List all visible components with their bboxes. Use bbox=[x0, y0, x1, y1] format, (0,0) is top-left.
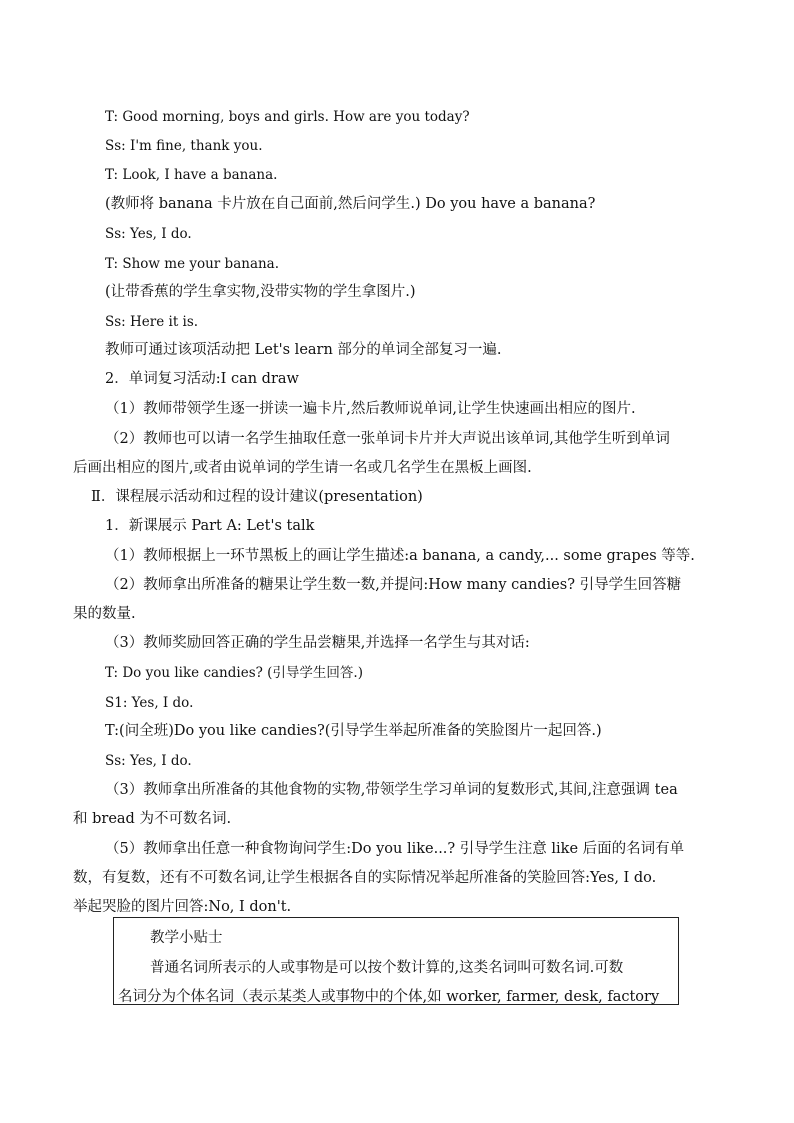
paragraph-describe: （1）教师根据上一环节黑板上的画让学生描述:a banana, a candy,... some grapes 等等. bbox=[105, 548, 695, 564]
paragraph-step-2-line2: 后画出相应的图片,或者由说单词的学生请一名或几名学生在黑板上画图. bbox=[73, 460, 532, 476]
tip-line-1: 普通名词所表示的人或事物是可以按个数计算的,这类名词叫可数名词.可数 bbox=[150, 960, 624, 976]
paragraph-step-1: （1）教师带领学生逐一拼读一遍卡片,然后教师说单词,让学生快速画出相应的图片. bbox=[105, 401, 636, 417]
paragraph-candies-line2: 果的数量. bbox=[73, 606, 136, 622]
section-heading-presentation: Ⅱ．课程展示活动和过程的设计建议(presentation) bbox=[91, 489, 423, 505]
dialog-line-banana: T: Look, I have a banana. bbox=[105, 167, 278, 183]
paragraph-ask-line3: 举起哭脸的图片回答:No, I don't. bbox=[73, 899, 292, 915]
dialog-line-yes: Ss: Yes, I do. bbox=[105, 226, 192, 242]
teaching-tip-box bbox=[113, 917, 679, 1005]
paragraph-candies-line1: （2）教师拿出所准备的糖果让学生数一数,并提问:How many candies? 引导学生回答糖 bbox=[105, 577, 682, 593]
dialog-line-reply: Ss: I'm fine, thank you. bbox=[105, 138, 263, 154]
tip-line-2: 名词分为个体名词（表示某类人或事物中的个体,如 worker, farmer, desk, factory bbox=[118, 989, 660, 1005]
dialog-line-s1: S1: Yes, I do. bbox=[105, 695, 194, 711]
instruction-line-real-objects: (让带香蕉的学生拿实物,没带实物的学生拿图片.) bbox=[105, 284, 416, 300]
section-heading-new-lesson: 1．新课展示 Part A: Let's talk bbox=[105, 518, 315, 534]
paragraph-plural-line2: 和 bread 为不可数名词. bbox=[73, 811, 232, 827]
dialog-line-here: Ss: Here it is. bbox=[105, 314, 199, 330]
dialog-line-ss-yes: Ss: Yes, I do. bbox=[105, 753, 192, 769]
paragraph-reward: （3）教师奖励回答正确的学生品尝糖果,并选择一名学生与其对话: bbox=[105, 635, 530, 651]
dialog-line-show: T: Show me your banana. bbox=[105, 256, 280, 272]
paragraph-step-2-line1: （2）教师也可以请一名学生抽取任意一张单词卡片并大声说出该单词,其他学生听到单词 bbox=[105, 431, 670, 447]
paragraph-review: 教师可通过该项活动把 Let's learn 部分的单词全部复习一遍. bbox=[105, 342, 502, 358]
paragraph-ask-line1: （5）教师拿出任意一种食物询问学生:Do you like...? 引导学生注意 like 后面的名词有单 bbox=[105, 841, 685, 857]
tip-title: 教学小贴士 bbox=[150, 930, 223, 946]
dialog-line-whole-class: T:(问全班)Do you like candies?(引导学生举起所准备的笑脸图片一起回答.) bbox=[105, 723, 602, 739]
instruction-line-banana-card: (教师将 banana 卡片放在自己面前,然后问学生.) Do you have a banana? bbox=[105, 196, 596, 212]
dialog-line-like-candies: T: Do you like candies? (引导学生回答.) bbox=[105, 665, 363, 681]
section-heading-word-review: 2．单词复习活动:I can draw bbox=[105, 371, 299, 387]
dialog-line-greeting: T: Good morning, boys and girls. How are you today? bbox=[105, 109, 470, 125]
paragraph-plural-line1: （3）教师拿出所准备的其他食物的实物,带领学生学习单词的复数形式,其间,注意强调 tea bbox=[105, 782, 678, 798]
paragraph-ask-line2: 数，有复数，还有不可数名词,让学生根据各自的实际情况举起所准备的笑脸回答:Yes, I do. bbox=[73, 870, 657, 886]
